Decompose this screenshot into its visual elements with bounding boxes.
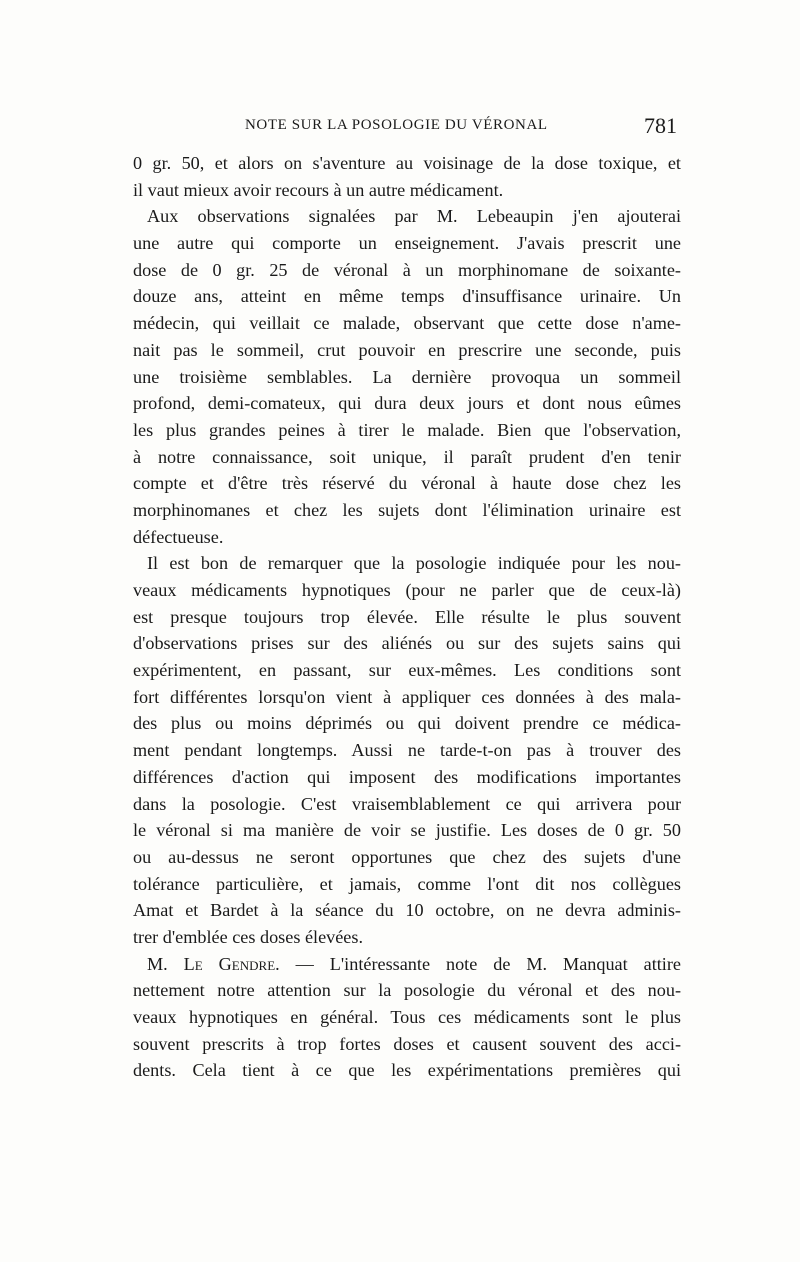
text-line: à notre connaissance, soit unique, il paraît prudent d'en tenir — [133, 446, 681, 467]
speaker-line-rest: . — L'intéressante note de M. Manquat attire — [275, 953, 681, 974]
text-line: médecin, qui veillait ce malade, observant que cette dose n'ame- — [133, 313, 681, 334]
text-line: profond, demi-comateux, qui dura deux jours et dont nous eûmes — [133, 393, 681, 414]
text-line: trer d'emblée ces doses élevées. — [133, 926, 364, 947]
text-line: souvent prescrits à trop fortes doses et causent souvent des acci- — [133, 1033, 681, 1054]
text-line: veaux hypnotiques en général. Tous ces médicaments sont le plus — [133, 1007, 681, 1027]
text-line: des plus ou moins déprimés ou qui doivent prendre ce médica- — [133, 713, 681, 734]
text-line: fort différentes lorsqu'on vient à appliquer ces données à des mala- — [133, 686, 681, 707]
text-line: une troisième semblables. La dernière provoqua un sommeil — [133, 366, 681, 387]
text-line: Il est bon de remarquer que la posologie indiquée pour les nou- — [147, 553, 681, 574]
text-line: les plus grandes peines à tirer le malade. Bien que l'observation, — [133, 419, 681, 440]
text-line: dose de 0 gr. 25 de véronal à un morphinomane de soixante- — [133, 259, 681, 280]
text-line: veaux médicaments hypnotiques (pour ne parler que de ceux-là) — [133, 580, 681, 600]
text-line: différences d'action qui imposent des modifications importantes — [133, 766, 681, 787]
page-number: 781 — [644, 113, 677, 138]
text-line: est presque toujours trop élevée. Elle résulte le plus souvent — [133, 606, 681, 627]
text-line: dents. Cela tient à ce que les expérimentations premières qui — [133, 1060, 681, 1081]
text-line: il vaut mieux avoir recours à un autre médicament. — [133, 179, 504, 200]
speaker-name: Le Gendre — [183, 953, 276, 974]
text-line: expérimentent, en passant, sur eux-mêmes. Les conditions sont — [133, 660, 681, 681]
text-line: défectueuse. — [133, 526, 224, 547]
text-line: nettement notre attention sur la posologie du véronal et des nou- — [133, 980, 681, 1001]
text-line: ou au-dessus ne seront opportunes que chez des sujets d'une — [133, 846, 681, 867]
text-line: ment pendant longtemps. Aussi ne tarde-t-on pas à trouver des — [133, 740, 681, 761]
text-line: une autre qui comporte un enseignement. J'avais prescrit une — [133, 233, 681, 254]
text-line: dans la posologie. C'est vraisemblablement ce qui arrivera pour — [133, 793, 681, 814]
running-head — [133, 113, 681, 141]
text-line: nait pas le sommeil, crut pouvoir en prescrire une seconde, puis — [133, 339, 681, 360]
text-line: morphinomanes et chez les sujets dont l'élimination urinaire est — [133, 499, 681, 520]
speaker-prefix: M. — [147, 953, 184, 974]
running-title: NOTE SUR LA POSOLOGIE DU VÉRONAL — [245, 117, 548, 133]
text-line: tolérance particulière, et jamais, comme l'ont dit nos collègues — [133, 873, 681, 894]
text-line: d'observations prises sur des aliénés ou sur des sujets sains qui — [133, 633, 681, 654]
text-line: compte et d'être très réservé du véronal à haute dose chez les — [133, 473, 681, 494]
text-line: 0 gr. 50, et alors on s'aventure au voisinage de la dose toxique, et — [133, 153, 681, 173]
text-line: douze ans, atteint en même temps d'insuffisance urinaire. Un — [133, 286, 681, 307]
text-line: Aux observations signalées par M. Lebeaupin j'en ajouterai — [147, 206, 681, 227]
text-line: le véronal si ma manière de voir se justifie. Les doses de 0 gr. 50 — [133, 820, 681, 841]
body-text — [133, 150, 681, 1084]
speaker-line — [133, 951, 681, 978]
text-line: Amat et Bardet à la séance du 10 octobre, on ne devra adminis- — [133, 900, 681, 921]
